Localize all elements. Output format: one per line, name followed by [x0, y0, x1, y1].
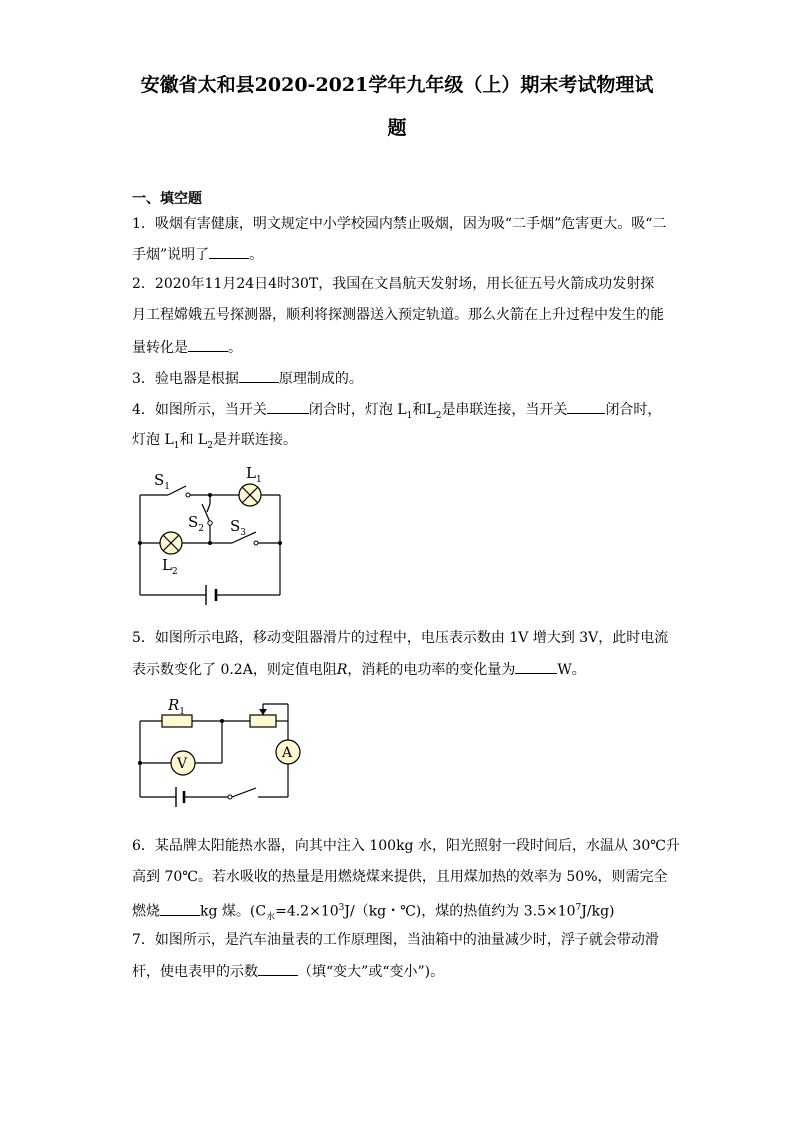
q3-text-a: 3．验电器是根据 [132, 371, 239, 387]
q4-text-d: 是串联连接，当开关 [441, 402, 568, 418]
label-l1: $L_1$ [246, 464, 262, 485]
q6-line-1: 6．某品牌太阳能热水器，向其中注入 100kg 水，阳光照射一段时间后，水温从 30℃升 [132, 838, 680, 854]
q1-text-b: 。 [249, 247, 264, 263]
q1-line-1: 1．吸烟有害健康，明文规定中小学校园内禁止吸烟，因为吸“二手烟”危害更大。吸“二 [132, 216, 667, 232]
q7-answer-blank[interactable] [258, 961, 298, 976]
resistor-r1 [162, 715, 192, 727]
rheostat [250, 715, 276, 727]
q4-text-e: 闭合时， [605, 402, 662, 418]
label-s1: $S_1$ [154, 471, 171, 492]
q4-answer-blank-2[interactable] [567, 399, 605, 414]
switch-s1-blade [168, 486, 186, 495]
page-title-line-1: 安徽省太和县2020-2021学年九年级（上）期末考试物理试 [140, 74, 654, 96]
q2-line-2: 月工程嫦娥五号探测器，顺利将探测器送入预定轨道。那么火箭在上升过程中发生的能 [132, 307, 664, 323]
voltmeter-label: V [177, 756, 188, 772]
q3-line-1 [132, 368, 363, 389]
q4-sub-1: 1 [406, 410, 413, 421]
section-heading: 一、填空题 [132, 191, 202, 207]
q5-line-2: 表示数变化了 0.2A，则定值电阻R，消耗的电功率的变化量为 W。 [132, 659, 586, 680]
q4-text-a: 4．如图所示，当开关 [132, 402, 267, 418]
q4-sub-3: 1 [173, 440, 180, 451]
q6-sup-2: 7 [575, 903, 582, 913]
q4-text-l2c: 是并联连接。 [212, 432, 297, 448]
q4-circuit-diagram [120, 458, 300, 618]
q7-text-a: 杆，使电表甲的示数 [132, 964, 258, 980]
q5-text-a: 表示数变化了 0.2A，则定值电阻 [132, 662, 337, 678]
q5-circuit-diagram [126, 690, 306, 815]
q6-text-d: J/（kg・℃)，煤的热值约为 3.5×10 [344, 903, 576, 920]
q4-text-b: 闭合时，灯泡 L [308, 402, 407, 418]
q2-answer-blank[interactable] [188, 337, 228, 352]
q2-text-a: 量转化是 [132, 340, 188, 356]
switch-blade [232, 788, 256, 797]
q7-line-1: 7．如图所示，是汽车油量表的工作原理图，当油箱中的油量减少时，浮子就会带动滑 [132, 932, 659, 948]
q5-resistor-symbol: R [336, 662, 348, 678]
q4-text-l2a: 灯泡 L [132, 432, 174, 448]
q4-sub-4: 2 [207, 440, 213, 451]
q4-text-c: 和L [412, 402, 436, 418]
q1-line-2 [132, 244, 263, 265]
q1-answer-blank[interactable] [209, 244, 249, 259]
q5-text-b: 消耗的电功率的变化量为 [361, 662, 516, 678]
label-s2: $S_2$ [188, 513, 205, 534]
label-s3: $S_3$ [230, 517, 247, 538]
q5-text-c: W。 [557, 662, 586, 678]
q2-line-1: 2．2020年11月24日4时30T，我国在文昌航天发射场，用长征五号火箭成功发射探 [132, 276, 655, 292]
label-r1: $R_1$ [168, 696, 186, 717]
q6-text-c: =4.2×10 [275, 903, 339, 920]
q6-line-3 [132, 898, 615, 927]
q6-sup-1: 3 [338, 903, 345, 913]
q6-text-b: kg 煤。(C [200, 903, 267, 920]
q6-text-a: 燃烧 [132, 903, 160, 920]
q4-line-1 [132, 399, 661, 426]
q1-text-a: 手烟”说明了 [132, 247, 210, 263]
q5-line-1: 5．如图所示电路，移动变阻器滑片的过程中，电压表示数由 1V 增大到 3V，此时电流 [132, 630, 669, 646]
page-title-line-2: 题 [387, 117, 407, 139]
q4-text-l2b: 和 L [179, 432, 208, 448]
ammeter-label: A [282, 745, 293, 761]
q5-answer-blank[interactable] [515, 659, 557, 674]
q6-text-e: J/kg) [581, 903, 615, 920]
q4-answer-blank-1[interactable] [267, 399, 309, 414]
label-l2: $L_2$ [162, 556, 178, 577]
q3-text-b: 原理制成的。 [278, 371, 363, 387]
q6-sub-water: 水 [266, 912, 276, 923]
q3-answer-blank[interactable] [239, 368, 279, 383]
q7-line-2 [132, 961, 444, 982]
q4-sub-2: 2 [435, 410, 442, 421]
q6-answer-blank[interactable] [160, 901, 200, 916]
q7-text-b: （填“变大”或“变小”)。 [298, 964, 445, 980]
q2-text-b: 。 [228, 340, 242, 356]
q2-line-3 [132, 337, 242, 358]
q4-line-2 [132, 430, 297, 456]
q6-line-2: 高到 70℃。若水吸收的热量是用燃烧煤来提供，且用煤加热的效率为 50%，则需完全 [132, 869, 668, 885]
